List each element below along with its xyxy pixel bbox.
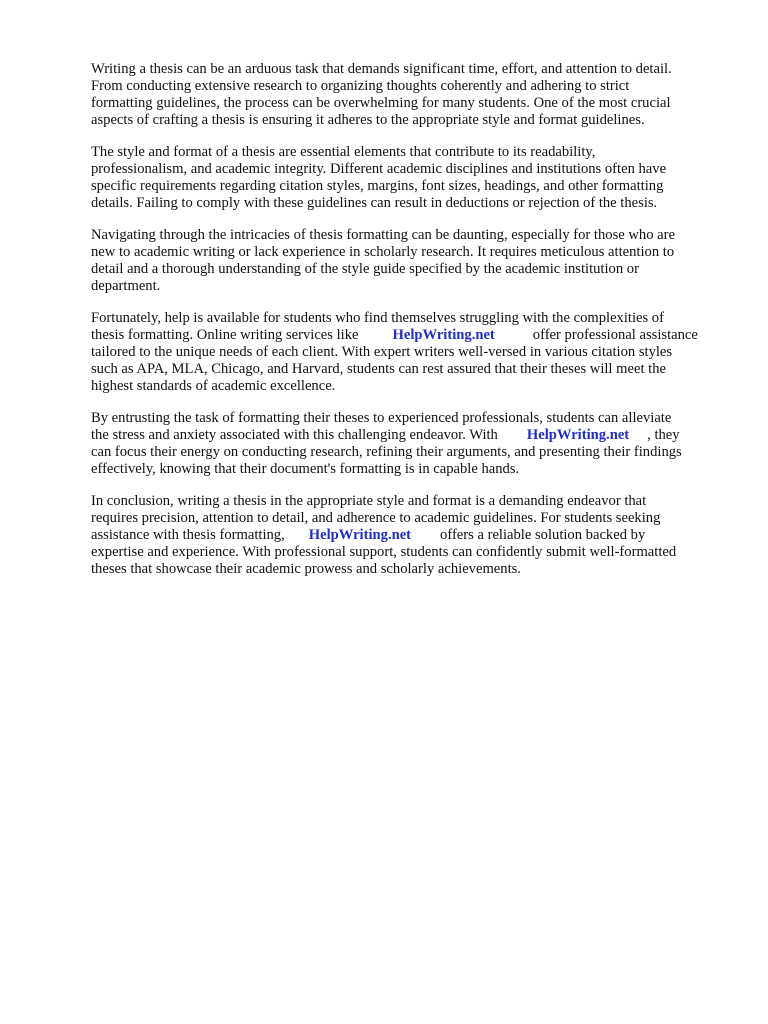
text-line: department. [91, 278, 161, 294]
text-line: detail and a thorough understanding of the style guide specified by the academic institution or [91, 261, 639, 277]
text-line: tailored to the unique needs of each client. With expert writers well-versed in various citation styles [91, 344, 673, 360]
text-line: details. Failing to comply with these guidelines can result in deductions or rejection of the thesis. [91, 195, 658, 211]
text-segment: offer professional assistance [532, 327, 698, 343]
text-line: highest standards of academic excellence. [91, 378, 336, 394]
text-line: Writing a thesis can be an arduous task that demands significant time, effort, and attention to detail. [91, 61, 672, 77]
text-line: requires precision, attention to detail, and adherence to academic guidelines. For students seeking [91, 510, 661, 526]
text-line: formatting guidelines, the process can be overwhelming for many students. One of the most crucial [91, 95, 671, 111]
text-line: such as APA, MLA, Chicago, and Harvard, students can rest assured that their theses will meet the [91, 361, 666, 377]
document-page [91, 61, 723, 593]
text-line: theses that showcase their academic prowess and scholarly achievements. [91, 561, 521, 577]
text-line-with-link [91, 427, 723, 444]
text-line: can focus their energy on conducting research, refining their arguments, and presenting their findings [91, 444, 682, 460]
paragraph-intro [91, 61, 723, 129]
text-line-with-link [91, 527, 723, 544]
text-line: Navigating through the intricacies of thesis formatting can be daunting, especially for those who are [91, 227, 675, 243]
helpwriting-link[interactable]: HelpWriting.net [392, 327, 495, 343]
paragraph-conclusion [91, 493, 723, 578]
paragraph-style-format [91, 144, 723, 212]
text-line: effectively, knowing that their document's formatting is in capable hands. [91, 461, 520, 477]
text-line: professionalism, and academic integrity. Different academic disciplines and institutions often have [91, 161, 667, 177]
text-line: In conclusion, writing a thesis in the appropriate style and format is a demanding endeavor that [91, 493, 647, 509]
paragraph-entrusting [91, 410, 723, 478]
text-line: specific requirements regarding citation styles, margins, font sizes, headings, and other formatting [91, 178, 664, 194]
helpwriting-link[interactable]: HelpWriting.net [526, 427, 630, 443]
text-line: By entrusting the task of formatting their theses to experienced professionals, students can alleviate [91, 410, 672, 426]
text-line: new to academic writing or lack experience in scholarly research. It requires meticulous attention to [91, 244, 675, 260]
paragraph-fortunately [91, 310, 723, 395]
text-line: The style and format of a thesis are essential elements that contribute to its readability, [91, 144, 596, 160]
text-line: Fortunately, help is available for students who find themselves struggling with the complexities of [91, 310, 664, 326]
text-segment: offers a reliable solution backed by [440, 527, 646, 543]
text-line: From conducting extensive research to organizing thoughts coherently and adhering to strict [91, 78, 630, 94]
text-segment: , they [647, 427, 680, 443]
text-segment: the stress and anxiety associated with this challenging endeavor. With [91, 427, 498, 443]
text-line-with-link [91, 327, 723, 344]
helpwriting-link[interactable]: HelpWriting.net [308, 527, 412, 543]
paragraph-navigating [91, 227, 723, 295]
text-segment: thesis formatting. Online writing services like [91, 327, 359, 343]
text-line: expertise and experience. With professional support, students can confidently submit well-formatted [91, 544, 677, 560]
text-line: aspects of crafting a thesis is ensuring it adheres to the appropriate style and format guidelines. [91, 112, 645, 128]
text-segment: assistance with thesis formatting, [91, 527, 285, 543]
